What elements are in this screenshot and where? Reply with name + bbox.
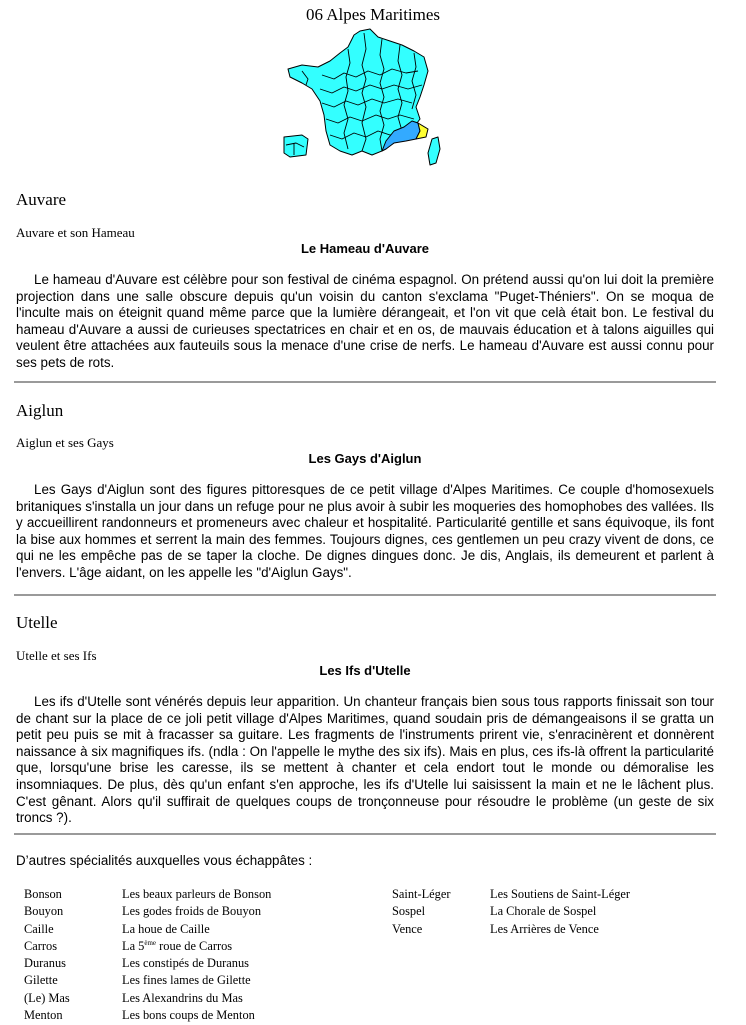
- specialty-name: Les Arrières de Vence: [490, 921, 599, 936]
- divider: [14, 833, 716, 835]
- table-row: [24, 991, 271, 1008]
- specialty-name: Les godes froids de Bouyon: [122, 904, 262, 919]
- section-title-auvare: Auvare: [16, 190, 67, 209]
- specialty-name: Les Soutiens de Saint-Léger: [490, 887, 631, 901]
- specialty-part: roue de Carros: [156, 938, 233, 953]
- specialty-name: Les beaux parleurs de Bonson: [122, 887, 272, 901]
- section-subtitle-aiglun: Aiglun et ses Gays: [16, 435, 114, 450]
- ordinal-superscript: ème: [144, 938, 157, 947]
- table-row: [24, 887, 271, 904]
- other-specialties-heading: D’autres spécialités auxquelles vous échappâtes :: [16, 853, 313, 868]
- specialties-table-right: [392, 887, 630, 939]
- town-name: (Le) Mas: [24, 990, 70, 1005]
- town-name: Menton: [24, 1008, 63, 1023]
- specialty-name: Les Alexandrins du Mas: [122, 990, 243, 1005]
- town-name: Sospel: [392, 904, 426, 919]
- article-body-aiglun: Les Gays d'Aiglun sont des figures pittoresques de ce petit village d'Alpes Maritimes. Ce couple d'homosexuels britaniques s'installa un jour dans un refuge pour ne plus avoir à subir les moqueries des homophobes des vallées. Ils y accueillirent randonneurs et promeneurs avec chaleur et hospitalité. Particularité gentille et sans équivoque, ils font la bise aux hommes et serrent la main des femmes. Toujours dignes, ces gentlemen un peu crazy vivent de dons, ce qui ne les empêche pas de se taper la cloche. De dignes dingues donc. Je dis, Anglais, ils demeurent et parlent à l'envers. L'âge aidant, on les appelle les "d'Aiglun Gays".: [16, 482, 714, 580]
- town-name: Caille: [24, 921, 54, 936]
- article-headline-utelle: Les Ifs d'Utelle: [319, 663, 411, 678]
- page-title: 06 Alpes Maritimes: [305, 5, 441, 24]
- specialty-name: [122, 939, 232, 956]
- town-name: Bonson: [24, 887, 62, 901]
- table-row: [24, 1008, 271, 1025]
- divider: [14, 594, 716, 596]
- article-body-auvare: Le hameau d'Auvare est célèbre pour son festival de cinéma espagnol. On prétend aussi qu'on lui doit la première projection dans une salle obscure depuis qu'un voisin du canton s'exclama "Puget-Théniers". On se moqua de l'inculte mais on éteignit quand même parce que la lumière dérangeait, et l'on vit que celà était bon. Le festival du hameau d'Auvare a aussi de curieuses spectatrices en chair et en os, de mauvais éducation et à talons aiguilles qui veulent être attachées aux fauteuils sous la menace d'une crise de nerfs. Le hameau d'Auvare est aussi connu pour ses pets de rots.: [16, 272, 714, 370]
- specialty-name: Les constipés de Duranus: [122, 956, 249, 971]
- town-name: Saint-Léger: [392, 887, 451, 901]
- map-corsica: [428, 137, 440, 165]
- town-name: Duranus: [24, 956, 66, 971]
- article-headline-auvare: Le Hameau d'Auvare: [300, 241, 430, 256]
- town-name: Carros: [24, 938, 58, 953]
- article-headline-aiglun: Les Gays d'Aiglun: [308, 451, 422, 466]
- specialty-name: Les bons coups de Menton: [122, 1008, 255, 1023]
- section-subtitle-auvare: Auvare et son Hameau: [16, 225, 135, 240]
- divider: [14, 381, 716, 383]
- section-title-aiglun: Aiglun: [16, 401, 64, 420]
- table-row: [24, 922, 271, 939]
- town-name: Bouyon: [24, 904, 64, 919]
- section-subtitle-utelle: Utelle et ses Ifs: [16, 648, 97, 663]
- specialty-name: La Chorale de Sospel: [490, 904, 597, 919]
- specialty-part: La 5: [122, 938, 145, 953]
- table-row: [392, 887, 630, 904]
- table-row: [392, 904, 630, 921]
- table-row: [24, 939, 271, 956]
- table-row: [24, 956, 271, 973]
- town-name: Vence: [392, 921, 423, 936]
- article-body-utelle: Les ifs d'Utelle sont vénérés depuis leur apparition. Un chanteur français bien sous tous rapports finissait son tour de chant sur la place de ce joli petit village d'Alpes Maritimes, quand soudain pris de démangeaisons il se gratta un petit peu puis se mit à fracasser sa guitare. Les fragments de l'instruments prirent vie, s'enracinèrent et donnèrent naissance à six magnifiques ifs. (ndla : On l'appelle le mythe des six ifs). Mais en plus, ces ifs-là offrent la particularité que, lorsqu'une brise les caresse, ils se mettent à chanter et cela endort tout le monde ou démoralise les insomniaques. De plus, dès qu'un enfant s'en approche, les ifs d'Utelle lui saisissent la main et ne le lâchent plus. C'est gênant. Alors qu'il suffirait de quelques coups de tronçonneuse pour résoudre le problème (un geste de six troncs ?).: [16, 694, 714, 826]
- section-title-utelle: Utelle: [16, 613, 58, 632]
- table-row: [392, 922, 630, 939]
- specialties-table-left: [24, 887, 271, 1025]
- france-departments-map-icon: [282, 27, 447, 171]
- specialty-name: La houe de Caille: [122, 921, 210, 936]
- table-row: [24, 904, 271, 921]
- map-inset: [284, 135, 308, 157]
- specialty-name: Les fines lames de Gilette: [122, 973, 251, 988]
- table-row: [24, 973, 271, 990]
- town-name: Gilette: [24, 973, 58, 988]
